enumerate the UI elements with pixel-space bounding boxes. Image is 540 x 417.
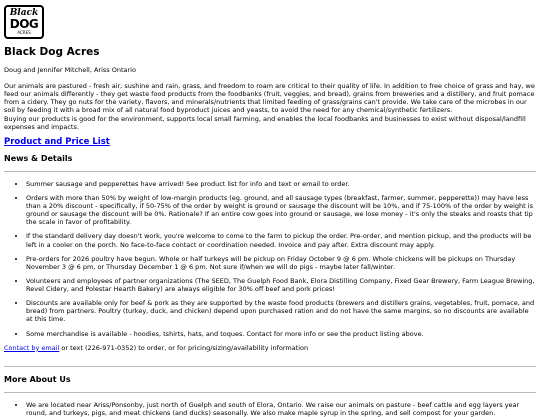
news-list xyxy=(4,180,536,338)
farm-description xyxy=(4,82,536,131)
farm-description-benefits: Buying our products is good for the environment, supports local small farming, and enables the local foodbanks and businesses to exist without disposal/landfill expenses and impacts. xyxy=(4,114,526,131)
about-heading: More About Us xyxy=(4,374,71,384)
news-heading: News & Details xyxy=(4,153,73,163)
product-list-heading xyxy=(4,137,536,147)
page-title: Black Dog Acres xyxy=(4,46,100,58)
news-item: • Volunteers and employees of partner organizations (The SEED, The Guelph Food Bank, Elora Distilling Company, Fixed Gear Brewery, Farm League Brewing, Revel Cidery, and Polestar Hearth Bakery) are always eligible for 30% off beef and pork prices! xyxy=(26,277,536,293)
logo-text-acres: ACRES xyxy=(17,30,31,35)
news-item: • Orders with more than 50% by weight of low-margin products (eg. ground, and all sausage types (breakfast, farmer, summer, pepperette)) may have less than a 20% discount - specifically, if 50-75% of the order by weight is ground or sausage the discount will be 10%, and if 75-100% of the order by weight is ground or sausage the discount will be 0%. Rationale? If an entire cow goes into ground or sausage, we lose money - it's only the steaks and roasts that tip the scale in favor of profitability. xyxy=(26,194,536,227)
news-divider xyxy=(4,171,536,172)
news-item: • Discounts are available only for beef & pork as they are supported by the waste food products (brewers and distillers grains, vegetables, fruit, pomace, and bread) from partners. Poultry (turkey, duck, and chicken) depend upon purchased ration and do not have the same margins, so no discounts are available at this time. xyxy=(26,299,536,323)
contact-email-link[interactable]: Contact by email xyxy=(4,343,60,352)
product-price-list-link[interactable]: Product and Price List xyxy=(4,136,110,147)
black-dog-acres-logo[interactable] xyxy=(4,5,44,39)
news-item: • Pre-orders for 2026 poultry have begun. Whole or half turkeys will be pickup on Friday October 9 @ 6 pm. Whole chickens will be pickups on Thursday November 3 @ 6 pm, or Thursday December 1 @ 6 pm. Not sure if/when we will do pigs - maybe later fall/winter. xyxy=(26,255,536,271)
logo-text-black: Black xyxy=(9,8,39,18)
about-divider-top xyxy=(4,366,536,367)
contact-line xyxy=(4,344,536,352)
farm-description-text: Our animals are pastured - fresh air, sushine and rain, grass, and freedom to roam are critical to their quality of life. In addition to free choice of grass and hay, we feed our animals differently - they get waste food products from the foodbanks (fruit, veggies, and bread), grains from breweries and a distillery, and fruit pomace from a cidery. They go nuts for the variety, flavors, and minerals/nutrients that limited feeding of grass/grains can't provide. We take care of the microbes in our soil by feeding it with a broad mix of all natural food byproduct juices and yeasts, to avoid the need for any chemical/synthetic fertilizers. xyxy=(4,82,535,115)
about-divider xyxy=(4,392,536,393)
news-item: • If the standard delivery day doesn't work, you're welcome to come to the farm to pickup the order. Pre-order, and mention pickup, and the products will be left in a cooler on the porch. No face-to-face contact or coordination needed. Invoice and pay after. Extra discount may apply. xyxy=(26,232,536,248)
news-item: • Summer sausage and pepperettes have arrived! See product list for info and text or email to order. xyxy=(26,180,536,188)
about-item: • We are located near Ariss/Ponsonby, just north of Guelph and south of Elora, Ontario. We raise our animals on pasture - beef cattle and egg layers year round, and turkeys, pigs, and meat chickens (and ducks) seasonally. We also make maple syrup in the spring, and sell compost for your garden. xyxy=(26,401,536,417)
owners-line: Doug and Jennifer Mitchell, Ariss Ontario xyxy=(4,66,136,74)
logo-text-dog: DOG xyxy=(9,17,39,31)
contact-text: or text (226-971-0352) to order, or for pricing/sizing/availability information xyxy=(59,343,309,352)
about-list xyxy=(4,401,536,417)
news-item: • Some merchandise is available - hoodies, tshirts, hats, and toques. Contact for more info or see the product listing above. xyxy=(26,330,536,338)
